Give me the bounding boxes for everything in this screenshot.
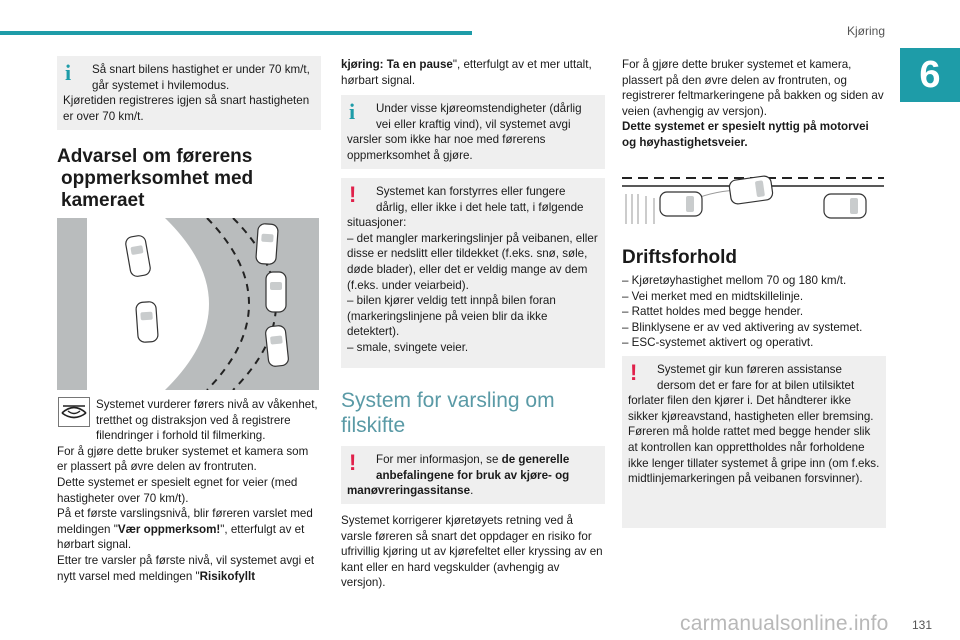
info-box-false-alerts: i Under visse kjøreomstendigheter (dårlig vei eller kraftig vind), vil systemet avgi varsler som ikke har noe med førerens oppmerksomhet å gjøre.: [341, 95, 605, 169]
warning-box-more-info: ! For mer informasjon, se de generelle anbefalingene for bruk av kjøre- og manøvreringassitanse.: [341, 446, 605, 504]
warning-icon: !: [349, 450, 357, 475]
list-item: – ESC-systemet aktivert og operativt.: [622, 336, 814, 350]
warning-box-assistance-only: ! Systemet gir kun føreren assistanse dersom det er fare for at bilen utilsiktet forlater filen den kjører i. Det håndterer ikke sikker kjøreavstand, hastigheten eller bremsing. Føreren må holde rattet med begge hender slik at kontrollen kan opprettholdes når forholdene ikke lenger tillater systemet å gripe inn (om f.eks. midtlinjemarkeringen på veibanen forsvinner).: [622, 356, 886, 528]
attention-camera-illustration: [57, 218, 319, 390]
info-icon: i: [349, 99, 356, 124]
watermark-text: carmanualsonline.info: [680, 612, 889, 635]
list-item: – Kjøretøyhastighet mellom 70 og 180 km/t.: [622, 274, 847, 287]
warning-box-disturbances: ! Systemet kan forstyrres eller fungere dårlig, eller ikke i det hele tatt, i følgende situasjoner: – det mangler markeringslinjer på veibanen, eller disse er nedslitt eller tildekket (f.eks. snø, søle, døde blader), eller det er veldig mange av dem (f.eks. under veiarbeid). – bilen kjører veldig tett innpå bilen foran (markeringslinjene på veien blir da ikke detektert). – smale, svingete veier.: [341, 178, 605, 368]
section-heading-operating-conditions: Driftsforhold: [622, 247, 738, 268]
info-icon: i: [65, 60, 72, 85]
list-item: – Blinklysene er av ved aktivering av systemet.: [622, 320, 863, 334]
list-item: – Vei merket med en midtskillelinje.: [622, 289, 804, 303]
chapter-badge: 6: [900, 48, 960, 102]
section-heading-lane-departure: System for varsling om filskifte: [341, 389, 555, 437]
warning-icon: !: [630, 360, 638, 385]
operating-conditions-list: [622, 273, 886, 351]
info-box-sleep-mode: i Så snart bilens hastighet er under 70 km/t, går systemet i hvilemodus. Kjøretiden registreres igjen så snart hastigheten er over 70 km/t.: [57, 56, 321, 130]
attention-continued: kjøring: Ta en pause", etterfulgt av et mer uttalt, hørbart signal.: [341, 58, 592, 87]
lane-departure-description: Systemet korrigerer kjøretøyets retning ved å varsle føreren så snart det oppdager en risiko for ufrivillig kjøring ut av kjørefeltet eller kryssing av en kant eller en hard vegskulder (avhengig av versjon).: [341, 514, 603, 590]
page-number: 131: [912, 618, 933, 632]
section-heading-attention: Advarsel om førerens oppmerksomhet med kameraet: [57, 146, 254, 211]
attention-description: Systemet vurderer førers nivå av våkenhet, tretthet og distraksjon ved å registrere filendringer i forhold til filmerking. For å gjøre dette bruker systemet et kamera som er plassert på øvre delen av frontruten. Dette systemet er spesielt egnet for veier (med hastigheter over 70 km/t). På et første varslingsnivå, blir føreren varslet med meldingen "Vær oppmerksom!", etterfulgt av et hørbart signal. Etter tre varsler på første nivå, vil systemet avgi et nytt varsel med meldingen "Risikofyllt: [57, 398, 318, 583]
lane-departure-illustration: [622, 164, 884, 228]
camera-description: For å gjøre dette bruker systemet et kamera, plassert på den øvre delen av frontruten, og registrerer feltmarkeringene på bakken og siden av veien (avhengig av versjon). Dette systemet er spesielt nyttig på motorvei og høyhastighetsveier.: [622, 58, 884, 149]
section-title: Kjøring: [846, 24, 885, 38]
header-accent-bar: [0, 31, 472, 35]
warning-icon: !: [349, 182, 357, 207]
list-item: – Rattet holdes med begge hender.: [622, 305, 804, 319]
